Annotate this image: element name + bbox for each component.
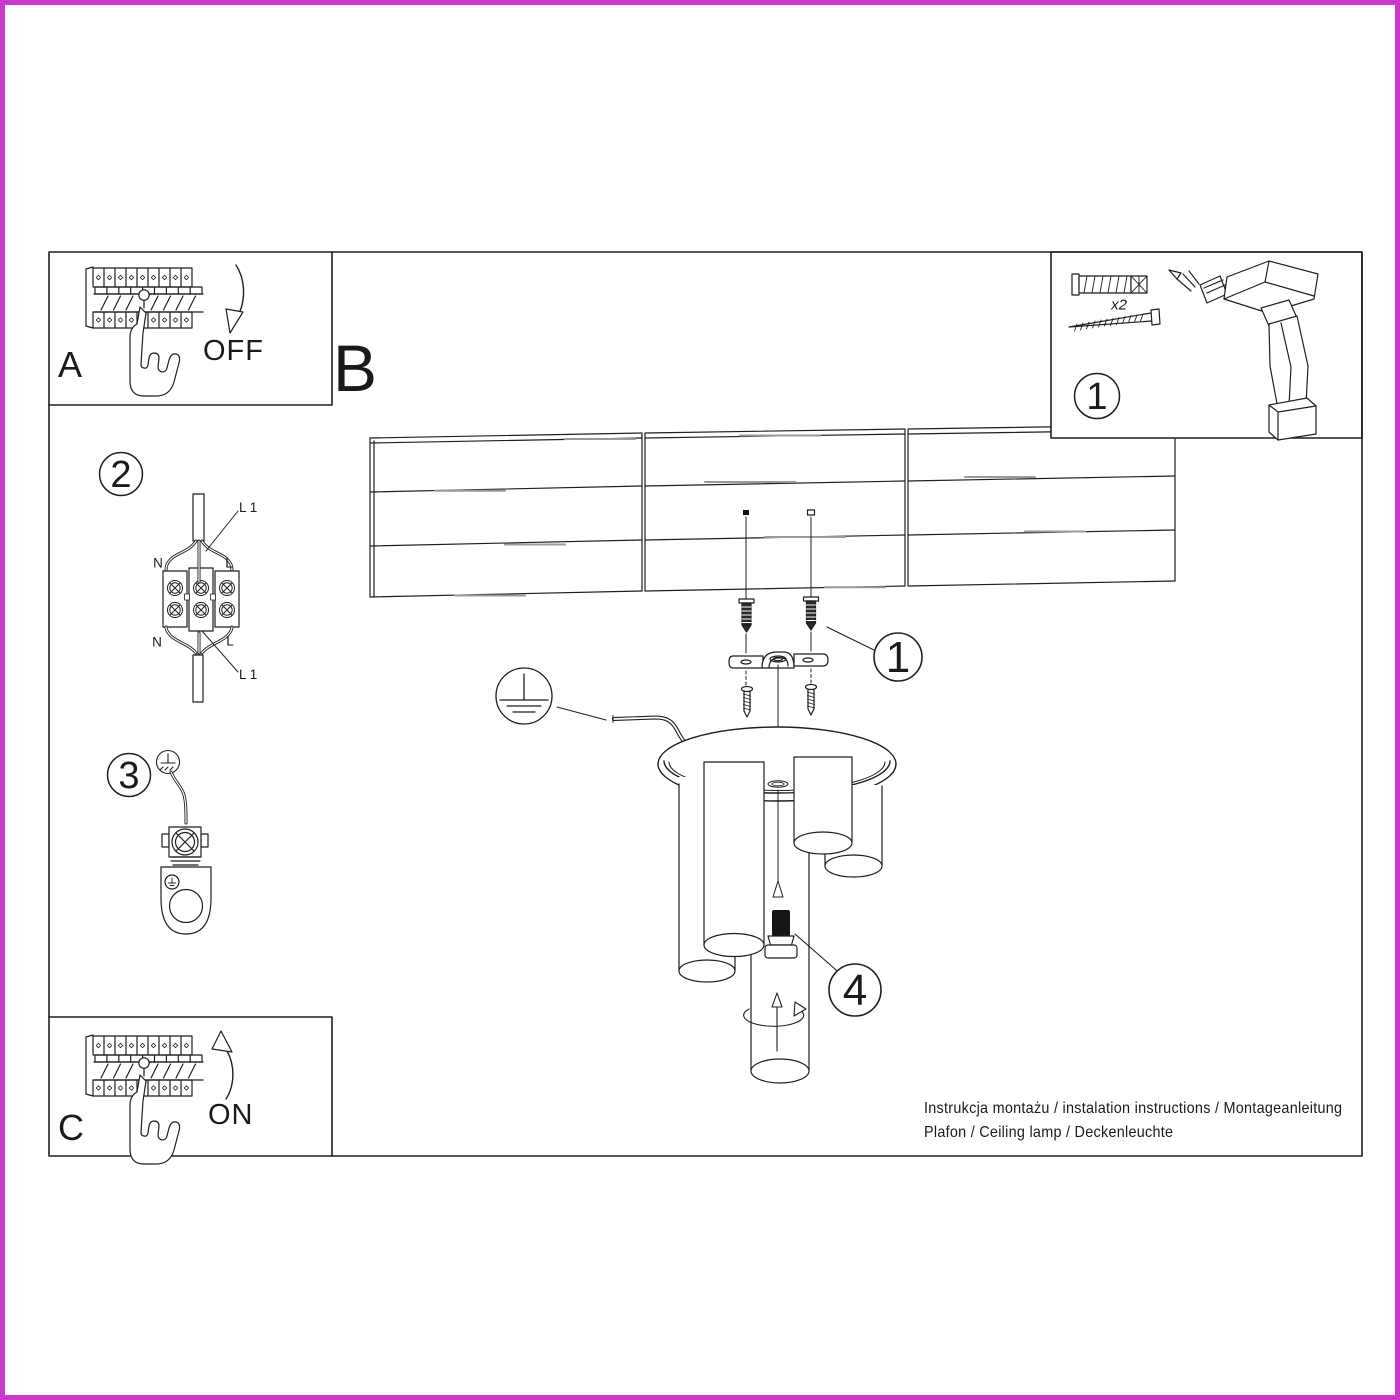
- footer-title-multilang: Instrukcja montażu / instalation instructions / Montageanleitung: [924, 1100, 1343, 1117]
- panel-c-box: [49, 1017, 332, 1156]
- callout-1-number: 1: [885, 633, 911, 682]
- screw-terminal: [162, 827, 208, 865]
- wall-plug-right-icon: [804, 597, 819, 630]
- leader-callout-1: [827, 627, 876, 651]
- step-2-number: 2: [110, 454, 132, 496]
- wall-plug-icon: [1072, 274, 1147, 295]
- wire-label-n-top: N: [153, 555, 163, 571]
- panel-a-label: A: [58, 344, 83, 385]
- footer-product-multilang: Plafon / Ceiling lamp / Deckenleuchte: [924, 1124, 1174, 1141]
- wire-label-l1-bottom: L 1: [239, 667, 258, 682]
- wall-plug-left-icon: [739, 599, 754, 632]
- screw-left-icon: [742, 687, 753, 718]
- section-b-label: B: [333, 331, 378, 405]
- shade-cylinder-right-back: [794, 757, 852, 854]
- wire-label-l1-top: L 1: [239, 500, 258, 515]
- arrow-up-icon: [212, 1031, 233, 1099]
- section-frames: [49, 252, 1362, 1156]
- on-label: ON: [208, 1099, 254, 1131]
- drill-hole-guides: [743, 510, 815, 599]
- cable-bottom: [193, 655, 203, 702]
- ground-symbol-icon: [496, 668, 552, 724]
- line-art: [5, 5, 1400, 1400]
- screw-right-icon: [806, 685, 817, 716]
- wire-label-l-bottom: L: [226, 633, 234, 649]
- earth-symbol-icon: [157, 751, 180, 774]
- step-3-number: 3: [118, 755, 140, 797]
- terminal-block: [163, 568, 239, 631]
- off-label: OFF: [203, 335, 264, 367]
- cable-top: [193, 494, 204, 541]
- circuit-breaker-hand-icon: [86, 1035, 203, 1164]
- circuit-breaker-hand-icon: [86, 267, 203, 396]
- step-1-number: 1: [1086, 376, 1108, 418]
- shade-cylinder-front-left: [704, 762, 764, 957]
- callout-4-number: 4: [842, 966, 868, 1015]
- ceiling-planks: [370, 425, 1175, 597]
- arrow-down-icon: [226, 265, 244, 333]
- quantity-label: x2: [1111, 296, 1127, 314]
- wire-label-n-bottom: N: [152, 634, 162, 650]
- mounting-bracket-end: [161, 867, 211, 934]
- leader-l1-top: [206, 511, 238, 551]
- leader-ground: [557, 707, 606, 720]
- wire-label-l-top: L: [225, 555, 233, 571]
- panel-c-label: C: [58, 1107, 84, 1148]
